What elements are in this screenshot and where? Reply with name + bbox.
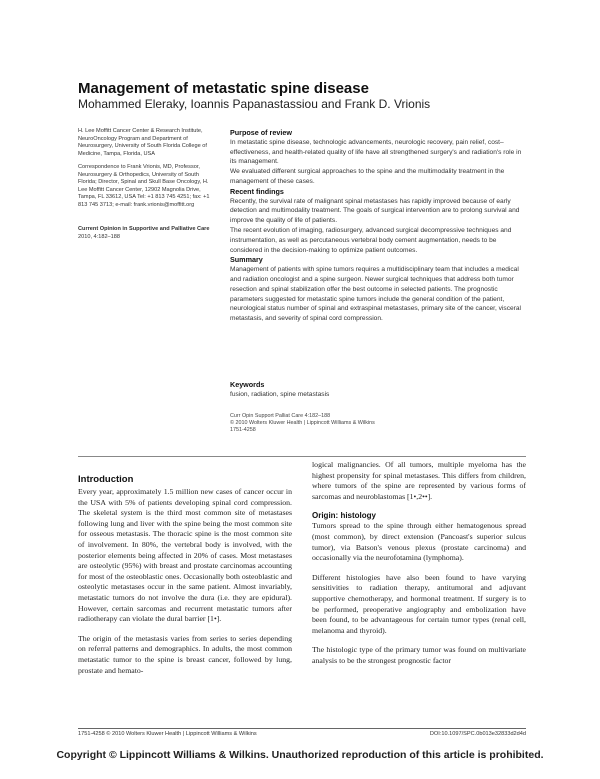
paper-title: Management of metastatic spine disease [78, 80, 369, 97]
abstract [230, 128, 526, 324]
purpose-heading: Purpose of review [230, 128, 292, 137]
citation-line-2: © 2010 Wolters Kluwer Health | Lippincott Williams & Wilkins [230, 419, 375, 426]
citation-line-3: 1751-4258 [230, 426, 256, 433]
citation-block [230, 413, 490, 433]
purpose-paragraph-1: In metastatic spine disease, technologic advancements, neurologic recovery, pain relief, cost–effectiveness, and health-related quality of life have all strengthened surgery's and radiation's role in its management. [230, 138, 522, 166]
keywords-block [230, 380, 526, 400]
author-affiliation: H. Lee Moffitt Cancer Center & Research Institute, NeuroOncology Program and Department of Neurosurgery, University of South Florida College of Medicine, Tampa, Florida, USA [78, 128, 207, 157]
recent-findings-paragraph-1: Recently, the survival rate of malignant spinal metastases has rapidly improved because of early detection and multimodality treatment. The goals of surgical intervention are to prolong survival and improve the quality of life of patients. [230, 197, 520, 225]
purpose-paragraph-2: We evaluated different surgical approaches to the spine and the multimodality treatment in the management of these cases. [230, 168, 505, 185]
author-list: Mohammed Eleraky, Ioannis Papanastassiou and Frank D. Vrionis [78, 97, 431, 111]
body-column-left [78, 474, 292, 676]
origin-paragraph-1: Tumors spread to the spine through either hematogenous spread (most common), by direct extension (Pancoast's superior sulcus tumor), via Batson's venous plexus (prostate carcinoma) and occasionally via the neurofotamina (lymphoma). [312, 521, 526, 563]
copyright-notice: Copyright © Lippincott Williams & Wilkins. Unauthorized reproduction of this article is prohibited. [56, 749, 544, 761]
summary-heading: Summary [230, 255, 263, 265]
footer-divider [78, 728, 526, 729]
keywords-heading: Keywords [230, 380, 265, 389]
keywords-text: fusion, radiation, spine metastasis [230, 390, 330, 398]
malignancies-paragraph: logical malignancies. Of all tumors, multiple myeloma has the highest propensity for spinal metastases. This differs from children, where tumors of the spine are represented by various forms of sarcomas and neuroblastomas [1•,2••]. [312, 460, 526, 501]
footer-doi: DOI:10.1097/SPC.0b013e32833d2d4d [429, 731, 526, 737]
origin-histology-heading: Origin: histology [312, 511, 376, 521]
summary-paragraph: Management of patients with spine tumors requires a multidisciplinary team that includes a medical and radiation oncologist and a spine surgeon. Newer surgical techniques that address both tumor resection and spinal stabilization offer the best outcome in selected patients. The prognostic parameters suggested for metastatic spine tumors include the general condition of the patient, neurological status number of spinal and extraspinal metastases, primary site of the cancer, visceral metastasis, and severity of spinal cord compression. [230, 266, 522, 323]
origin-paragraph-2: Different histologies have also been found to have varying sensitivities to radiation therapy, antitumoral and adjuvant supportive chemotherapy, and hormonal treatment. If surgery is to be performed, preoperative angiography and embolization have been found, to be advantageous for certain tumor types (renal cell, melanoma and thyroid). [312, 572, 526, 635]
journal-reference [78, 226, 218, 241]
recent-findings-paragraph-2: The recent evolution of imaging, radiosurgery, advanced surgical decompressive techniques and instrumentation, as well as percutaneous vertebral body cement augmentation, needs to be considered in the decision-making to optimize patient outcomes. [230, 226, 512, 254]
introduction-heading: Introduction [78, 474, 134, 485]
correspondence-address: Correspondence to Frank Vrionis, MD, Professor, Neurosurgery & Orthopedics, University of South Florida; Director, Spinal and Skull Base Oncology, H. Lee Moffitt Cancer Center, 12902 Magnolia Drive, Tampa, FL 33612, USA Tel: +1 813 745 4251; fax: +1 813 745 3713; e-mail: frank.vrionis@moffitt.org [78, 164, 210, 208]
footer-issn: 1751-4258 © 2010 Wolters Kluwer Health | Lippincott Williams & Wilkins [78, 731, 257, 737]
section-divider [78, 456, 526, 457]
journal-volume: 2010, 4:182–188 [78, 233, 120, 240]
citation-line-1: Curr Opin Support Palliat Care 4:182–188 [230, 413, 331, 419]
body-column-right [312, 460, 526, 667]
recent-findings-heading: Recent findings [230, 186, 284, 196]
journal-name: Current Opinion in Supportive and Palliative Care [78, 226, 210, 232]
origin-paragraph-3: The histologic type of the primary tumor was found on multivariate analysis to be the strongest prognostic factor [312, 645, 526, 665]
introduction-paragraph-1: Every year, approximately 1.5 million new cases of cancer occur in the USA with 5% of patients developing spinal cord compression. The skeletal system is the third most common site of metastases following lung and liver with the spine being the most common site for osseous metastasis. The thoracic spine is the most common site of involvement. In 80%, the vertebral body is involved, with the posterior elements being affected in 20% of cases. Most metastases are osteolytic (95%) with breast and prostate carcinomas accounting for most of the osteoblastic ones. Occasionally both osteoblastic and osteolytic metastases occur in the same patient. Almost invariably, metastatic tumors do not involve the dura (i.e. they are epidural). However, certain sarcomas and recurrent metastatic tumors after radiotherapy can violate the dural barrier [1•]. [78, 487, 292, 624]
introduction-paragraph-2: The origin of the metastasis varies from series to series depending on referral patterns and demographics. In adults, the most common metastatic tumor to the spine is breast cancer, followed by lung, prostate and hemato- [78, 633, 292, 675]
